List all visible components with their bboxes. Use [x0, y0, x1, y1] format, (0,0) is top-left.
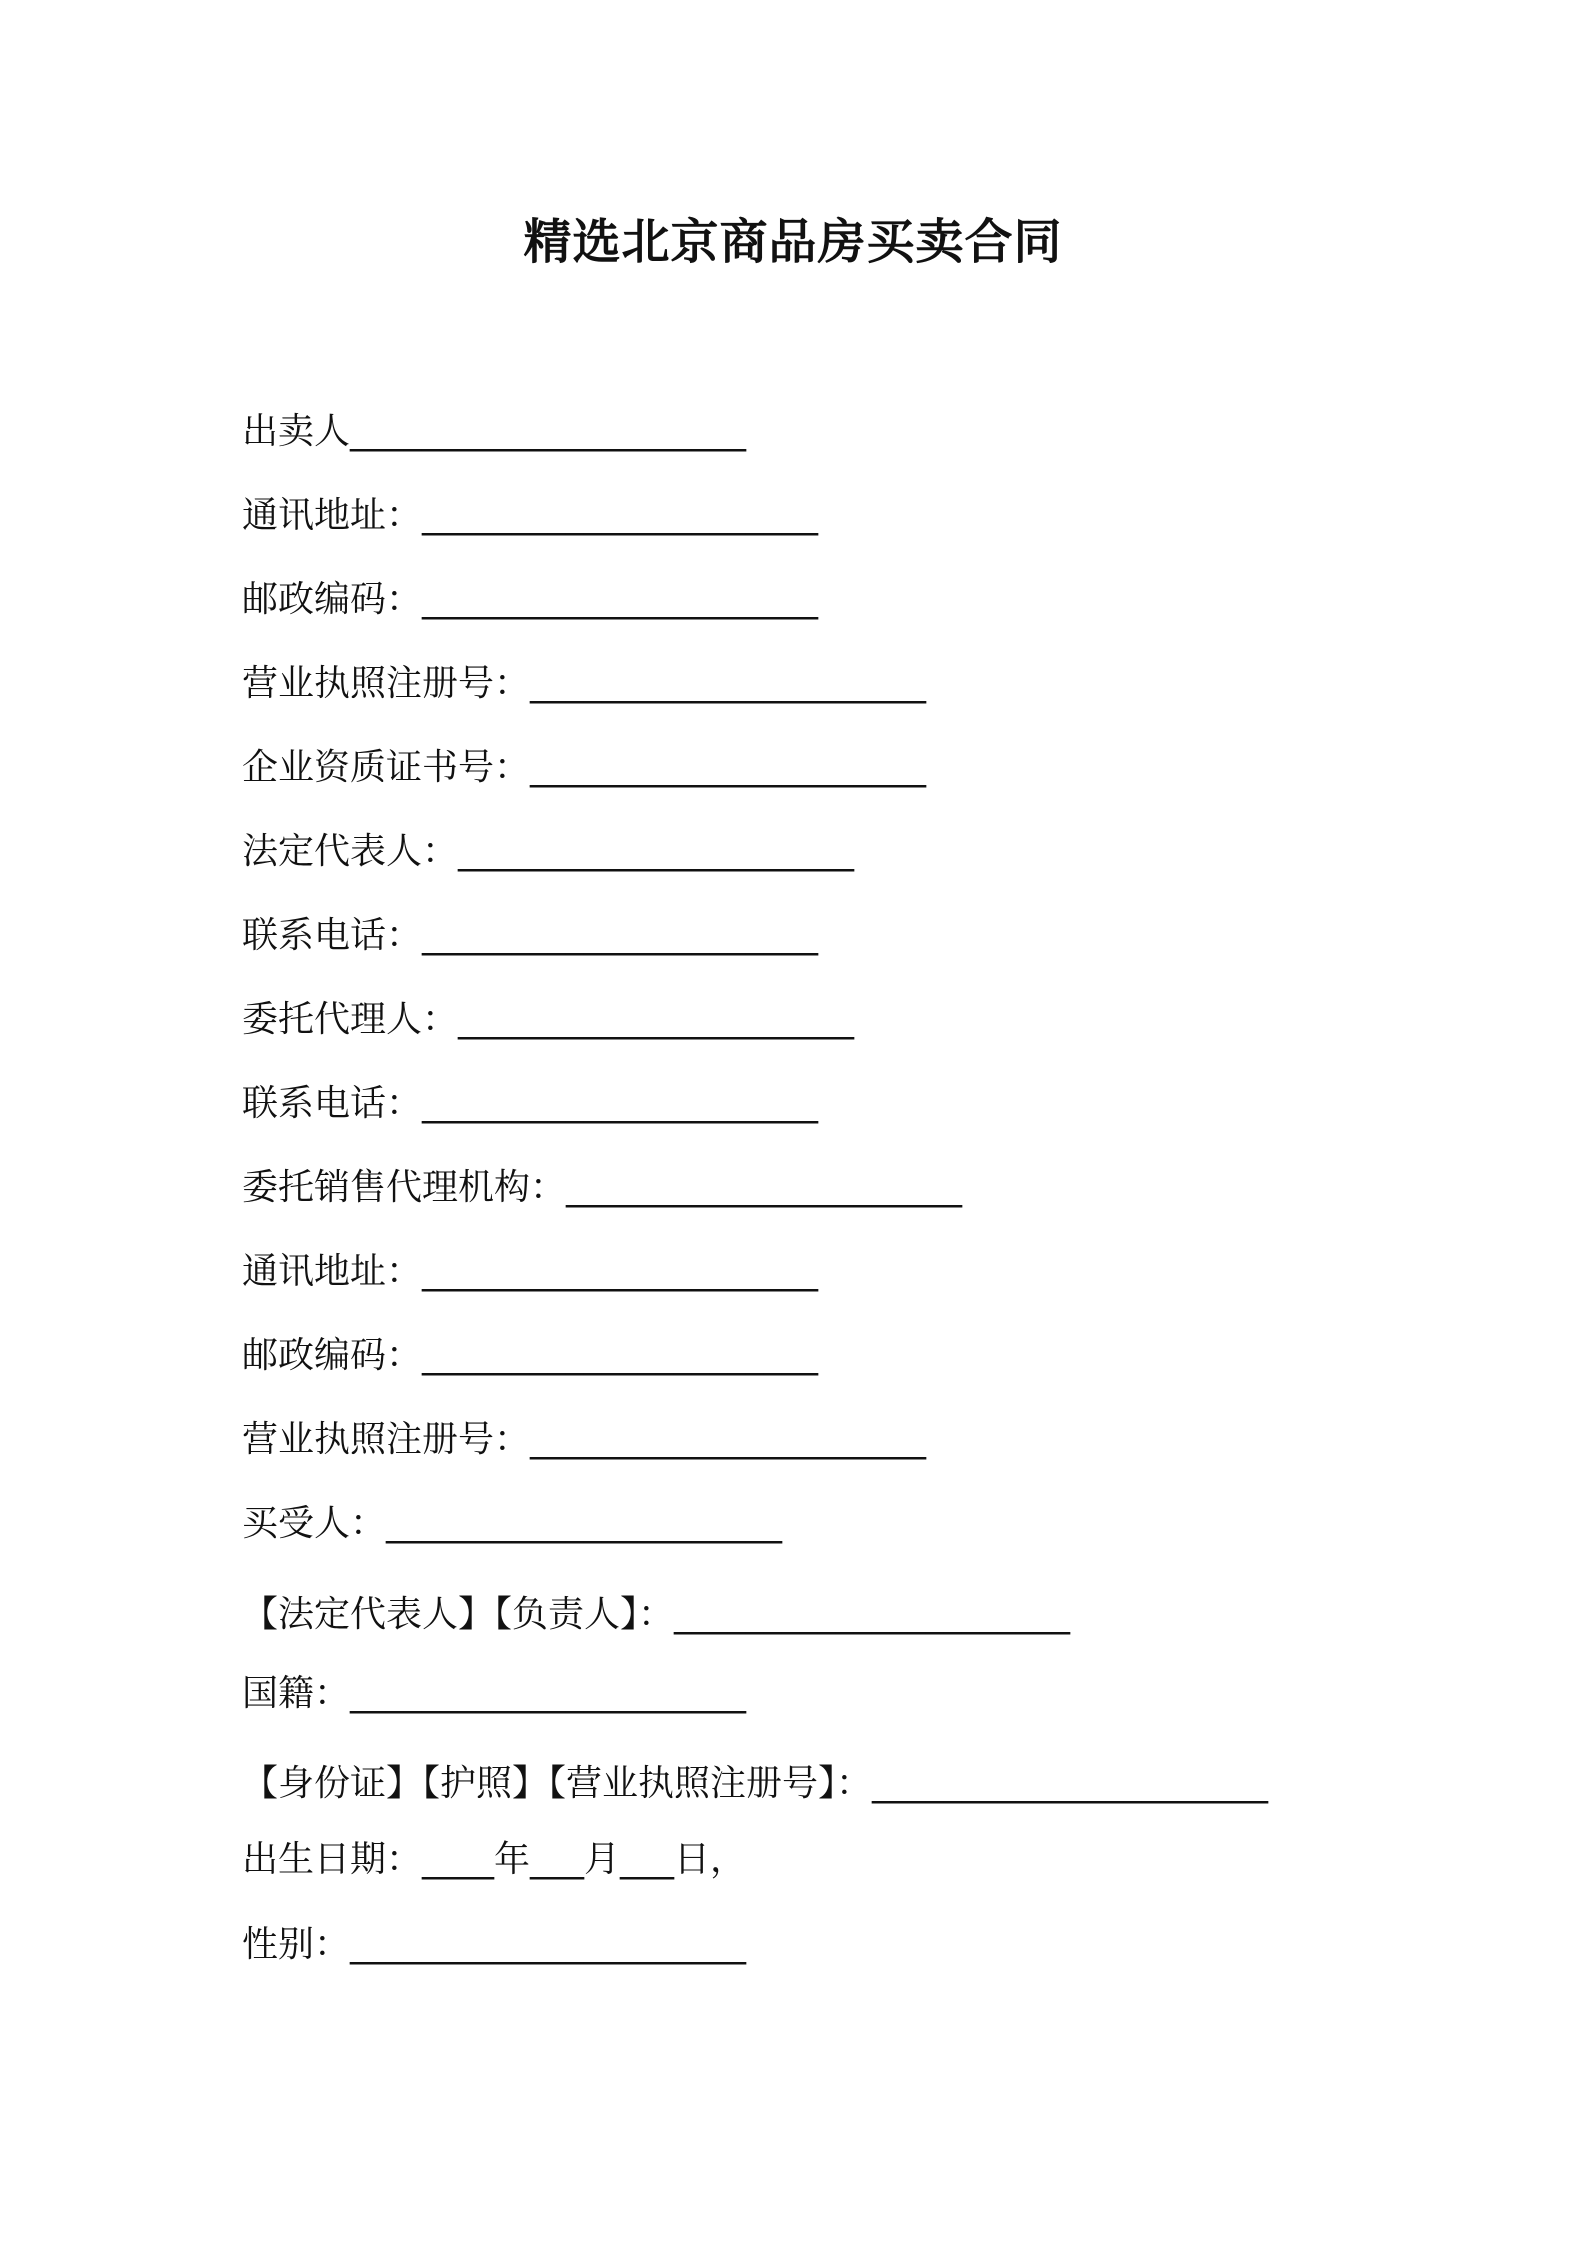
field-label: 【身份证】【护照】【营业执照注册号】： — [242, 1763, 873, 1804]
field-label: 营业执照注册号： — [242, 663, 531, 704]
field-buyer — [242, 1500, 782, 1548]
field-qualification-cert — [242, 744, 926, 792]
field-label: 性别： — [242, 1924, 351, 1965]
field-label: 法定代表人： — [242, 831, 459, 872]
field-id-document — [242, 1760, 1268, 1808]
field-label: 买受人： — [242, 1503, 387, 1544]
field-label: 企业资质证书号： — [242, 747, 531, 788]
field-label: 营业执照注册号： — [242, 1419, 531, 1460]
fill-blank: ______________________ — [530, 747, 927, 788]
field-label: 出生日期： — [242, 1839, 423, 1880]
fill-blank: ______________________ — [530, 1419, 927, 1460]
field-label: 联系电话： — [242, 915, 423, 956]
field-seller — [242, 408, 746, 456]
field-gender — [242, 1921, 746, 1969]
field-label: 委托销售代理机构： — [242, 1167, 567, 1208]
field-label: 通讯地址： — [242, 495, 423, 536]
field-label: 出卖人 — [242, 411, 351, 452]
fill-blank: ______________________ — [350, 411, 747, 452]
field-sales-agency — [242, 1164, 962, 1212]
field-nationality — [242, 1670, 746, 1718]
field-label: 委托代理人： — [242, 999, 459, 1040]
fill-blank: ______________________ — [422, 915, 819, 956]
field-buyer-rep — [242, 1591, 1070, 1639]
field-business-license — [242, 660, 926, 708]
fill-blank: ______________________ — [350, 1673, 747, 1714]
fill-blank: ______________________ — [566, 1167, 963, 1208]
fill-blank: ______________________ — [530, 663, 927, 704]
field-legal-rep — [242, 828, 854, 876]
field-birth-date — [242, 1836, 746, 1884]
document-title: 精选北京商品房买卖合同 — [523, 214, 1063, 270]
fill-blank: ______________________ — [422, 579, 819, 620]
fill-blank: ______________________ — [350, 1924, 747, 1965]
field-label: 邮政编码： — [242, 1335, 423, 1376]
field-label: 国籍： — [242, 1673, 351, 1714]
field-address — [242, 492, 818, 540]
field-agent-phone — [242, 1080, 818, 1128]
field-label: 通讯地址： — [242, 1251, 423, 1292]
field-phone — [242, 912, 818, 960]
fill-blank: ____年___月___日， — [422, 1839, 747, 1880]
fill-blank: ______________________ — [458, 999, 855, 1040]
fill-blank: ______________________ — [872, 1763, 1269, 1804]
fill-blank: ______________________ — [422, 1335, 819, 1376]
field-postcode — [242, 576, 818, 624]
fill-blank: ______________________ — [674, 1594, 1071, 1635]
field-label: 邮政编码： — [242, 579, 423, 620]
fill-blank: ______________________ — [422, 1251, 819, 1292]
fill-blank: ______________________ — [422, 495, 819, 536]
field-label: 联系电话： — [242, 1083, 423, 1124]
field-agency-address — [242, 1248, 818, 1296]
field-agent — [242, 996, 854, 1044]
field-agency-postcode — [242, 1332, 818, 1380]
fill-blank: ______________________ — [458, 831, 855, 872]
field-label: 【法定代表人】【负责人】： — [242, 1594, 675, 1635]
fill-blank: ______________________ — [386, 1503, 783, 1544]
field-agency-license — [242, 1416, 926, 1464]
fill-blank: ______________________ — [422, 1083, 819, 1124]
